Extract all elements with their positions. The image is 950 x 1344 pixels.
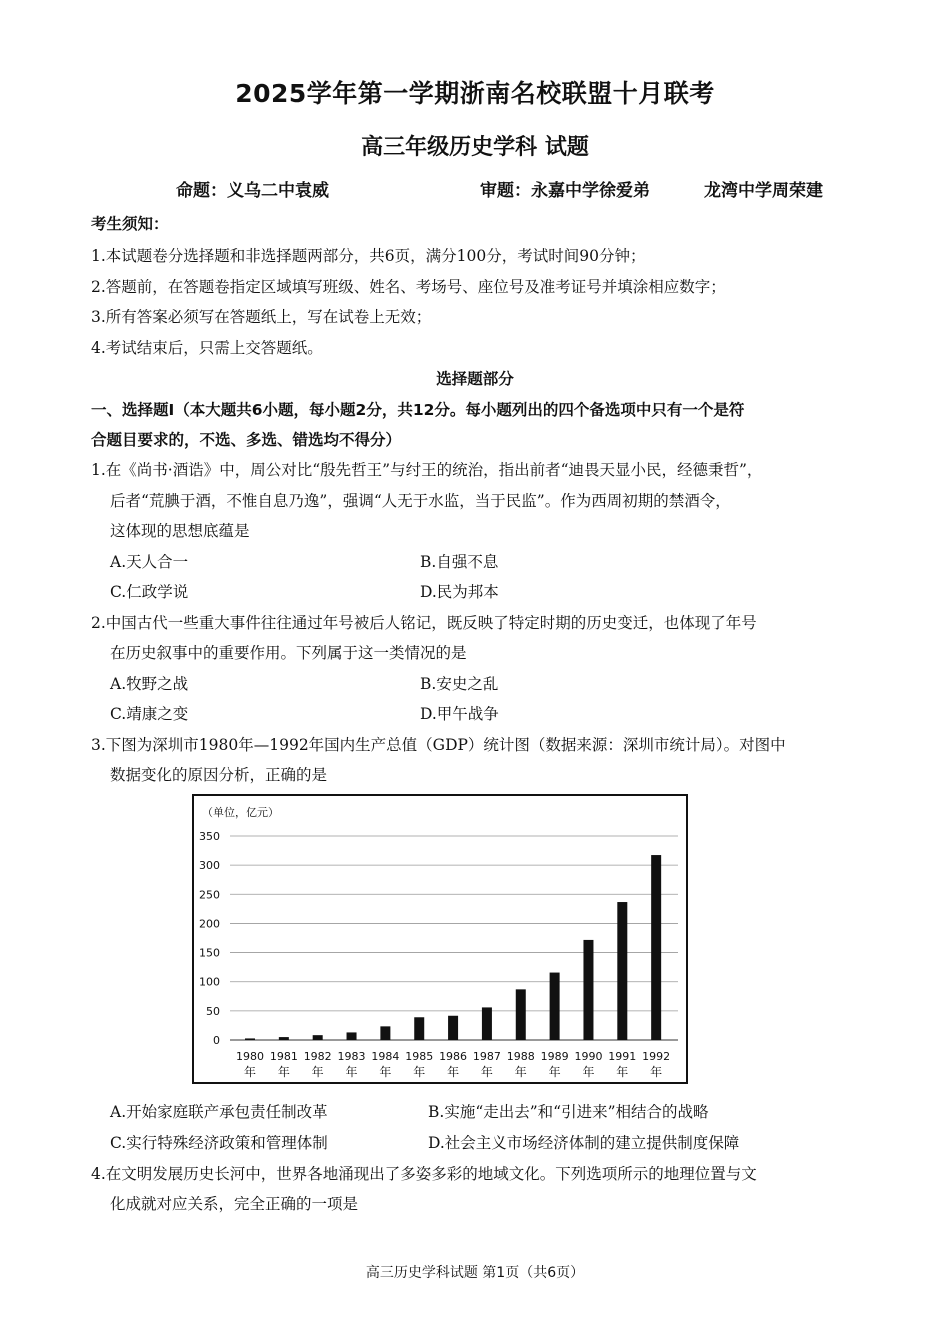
y-tick-label: 300 [199,859,220,873]
bar [414,1017,424,1040]
x-tick-suffix: 年 [243,1065,257,1079]
q3-option-d: D.社会主义市场经济体制的建立提供制度保障 [428,1134,740,1152]
x-tick-label: 1982 [303,1050,332,1063]
x-tick-label: 1987 [472,1050,501,1063]
x-tick-label: 1980 [236,1050,264,1063]
q1-stem-line: 这体现的思想底蕴是 [110,522,250,540]
x-tick-label: 1985 [405,1050,434,1063]
y-tick-label: 0 [213,1034,220,1047]
x-tick-suffix: 年 [379,1065,392,1079]
q1-stem-line: 后者“荒腆于酒，不惟自息乃逸”，强调“人无于水监，当于民监”。作为西周初期的禁酒令， [110,492,731,510]
q3-stem-line: 3.下图为深圳市1980年—1992年国内生产总值（GDP）统计图（数据来源：深圳市统计局）。对图中 [91,736,786,754]
part1-instructions-line1: 一、选择题Ⅰ（本大题共6小题，每小题2分，共12分。每小题列出的四个备选项中只有一个是符 [91,401,745,419]
q2-option-b: B.安史之乱 [420,675,499,693]
q3-option-b: B.实施“走出去”和“引进来”相结合的战略 [428,1103,709,1121]
q3-option-a: A.开始家庭联产承包责任制改革 [110,1103,328,1121]
bar [347,1032,357,1040]
q3-option-c: C.实行特殊经济政策和管理体制 [110,1134,328,1152]
q2-option-c: C.靖康之变 [110,705,189,723]
q3-stem-line: 数据变化的原因分析，正确的是 [110,766,328,784]
section-title: 选择题部分 [436,370,514,388]
q2-stem-line: 2.中国古代一些重大事件往往通过年号被后人铭记，既反映了特定时期的历史变迁，也体现了年号 [91,614,757,632]
y-tick-label: 100 [199,975,220,989]
y-tick-label: 350 [199,830,220,843]
exam-subtitle: 高三年级历史学科 试题 [361,135,589,160]
x-tick-suffix: 年 [277,1065,290,1079]
chart-canvas [194,796,686,1082]
notice-item: 1.本试题卷分选择题和非选择题两部分，共6页，满分100分，考试时间90分钟； [91,247,646,265]
bar [516,989,526,1040]
bar [617,902,627,1040]
y-tick-label: 50 [206,1004,220,1018]
q2-option-a: A.牧野之战 [110,675,189,693]
x-tick-suffix: 年 [480,1065,493,1079]
part1-instructions-line2: 合题目要求的，不选、多选、错选均不得分） [91,431,402,449]
bar [313,1035,323,1040]
x-tick-suffix: 年 [582,1065,595,1079]
y-tick-label: 150 [199,946,220,960]
notice-item: 3.所有答案必须写在答题纸上，写在试卷上无效； [91,308,432,326]
bar [279,1037,289,1040]
bar [380,1026,390,1040]
x-tick-suffix: 年 [345,1065,358,1079]
author-setter: 命题：义乌二中袁威 [176,181,329,201]
bar [550,973,560,1040]
x-tick-label: 1990 [574,1050,603,1063]
x-tick-label: 1988 [506,1050,535,1063]
x-tick-label: 1981 [269,1050,298,1063]
page-footer: 高三历史学科试题 第1页（共6页） [365,1265,585,1281]
author-reviewer-2: 龙湾中学周荣建 [704,181,823,201]
x-tick-label: 1984 [371,1050,400,1063]
q2-stem-line: 在历史叙事中的重要作用。下列属于这一类情况的是 [110,644,467,662]
bar [245,1038,255,1040]
x-tick-suffix: 年 [548,1065,561,1079]
x-tick-suffix: 年 [447,1065,460,1079]
y-tick-label: 200 [199,917,220,931]
exam-title: 2025学年第一学期浙南名校联盟十月联考 [235,79,715,108]
notice-heading: 考生须知： [91,215,169,233]
author-reviewer-1: 审题：永嘉中学徐爱弟 [480,181,650,201]
q1-option-b: B.自强不息 [420,553,499,571]
chart-unit-label: （单位，亿元） [202,806,279,819]
q1-option-a: A.天人合一 [110,553,189,571]
q1-option-d: D.民为邦本 [420,583,499,601]
bar [448,1016,458,1040]
bar [651,855,661,1040]
q1-stem-line: 1.在《尚书·酒诰》中，周公对比“殷先哲王”与纣王的统治，指出前者“迪畏天显小民，经德秉哲”， [91,461,763,479]
q1-option-c: C.仁政学说 [110,583,189,601]
q4-stem-line: 化成就对应关系，完全正确的一项是 [110,1195,359,1213]
bar [482,1007,492,1040]
x-tick-label: 1989 [540,1050,569,1063]
bar [583,940,593,1040]
q2-option-d: D.甲午战争 [420,705,499,723]
x-tick-suffix: 年 [650,1065,663,1079]
x-tick-suffix: 年 [514,1065,527,1079]
notice-item: 2.答题前，在答题卷指定区域填写班级、姓名、考场号、座位号及准考证号并填涂相应数字； [91,278,726,296]
gdp-bar-chart [192,794,688,1084]
x-tick-suffix: 年 [413,1065,426,1079]
x-tick-label: 1986 [439,1050,468,1063]
x-tick-label: 1991 [608,1050,637,1063]
notice-item: 4.考试结束后，只需上交答题纸。 [91,339,323,357]
x-tick-label: 1992 [642,1050,671,1063]
x-tick-suffix: 年 [616,1065,629,1079]
x-tick-suffix: 年 [311,1065,324,1079]
y-tick-label: 250 [199,888,220,902]
q4-stem-line: 4.在文明发展历史长河中，世界各地涌现出了多姿多彩的地域文化。下列选项所示的地理位置与文 [91,1165,757,1183]
x-tick-label: 1983 [337,1050,366,1063]
